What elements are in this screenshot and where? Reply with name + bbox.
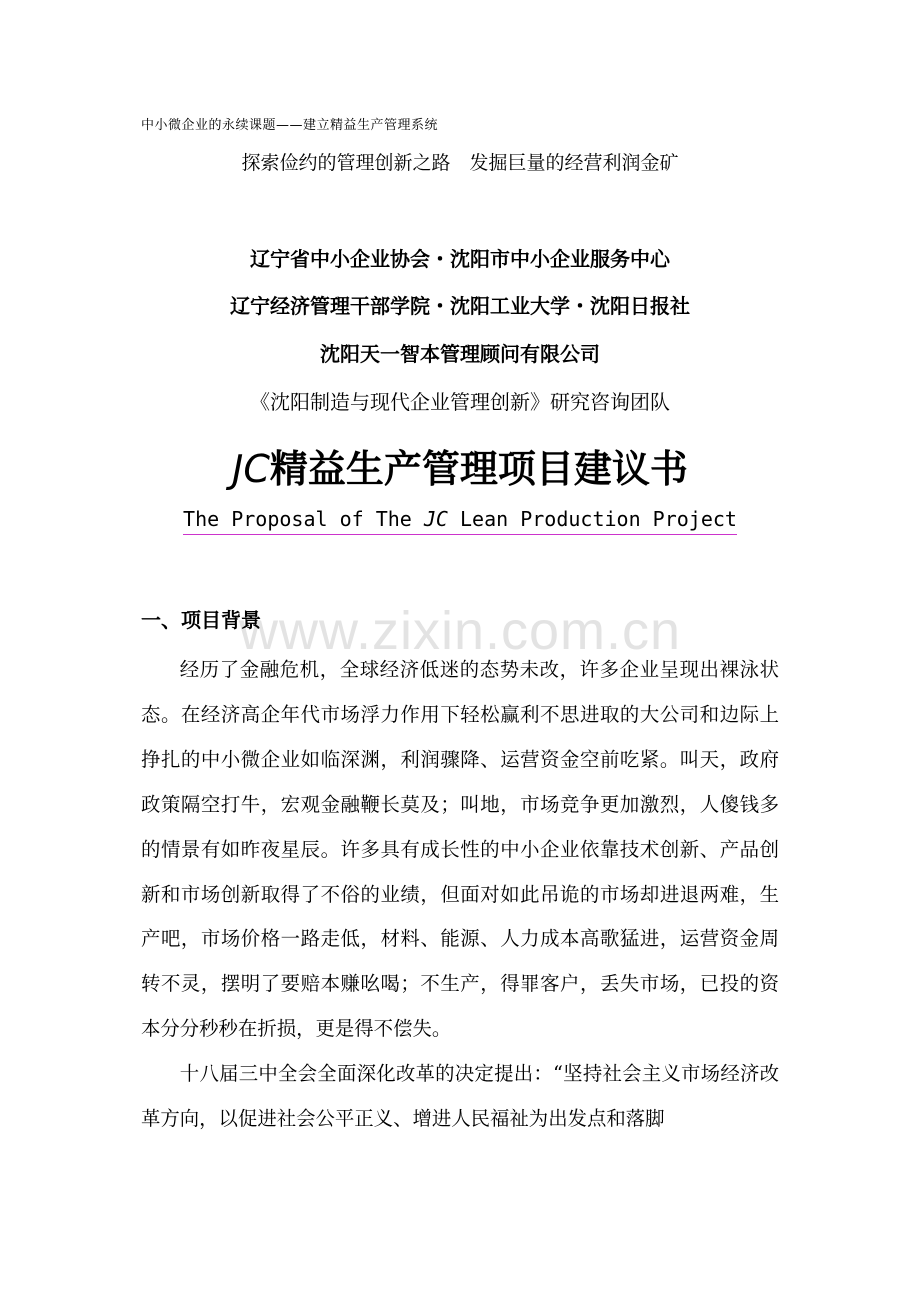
english-title-part-3: Lean Production Project — [447, 507, 737, 531]
body-text — [141, 648, 779, 1142]
watermark-text: www.zixin.com.cn — [238, 601, 682, 661]
main-title — [0, 438, 920, 493]
main-title-text: 精益生产管理项目建议书 — [269, 447, 688, 491]
document-header-line: 中小微企业的永续课题——建立精益生产管理系统 — [141, 118, 439, 133]
organization-line-4: 《沈阳制造与现代企业管理创新》研究咨询团队 — [250, 390, 670, 414]
english-title-part-2: JC — [423, 507, 448, 531]
section-heading: 一、项目背景 — [141, 608, 261, 632]
paragraph-1: 经历了金融危机，全球经济低迷的态势未改，许多企业呈现出裸泳状态。在经济高企年代市场浮力作用下轻松赢利不思进取的大公司和边际上挣扎的中小微企业如临深渊，利润骤降、运营资金空前吃紧。叫天，政府政策隔空打牛，宏观金融鞭长莫及；叫地，市场竞争更加激烈，人傻钱多的情景有如昨夜星辰。许多具有成长性的中小企业依靠技术创新、产品创新和市场创新取得了不俗的业绩，但面对如此吊诡的市场却进退两难，生产吧，市场价格一路走低，材料、能源、人力成本高歌猛进，运营资金周转不灵，摆明了要赔本赚吆喝；不生产，得罪客户，丢失市场，已投的资本分分秒秒在折损，更是得不偿失。 — [141, 658, 779, 1041]
main-title-prefix: JC — [232, 447, 270, 491]
english-title-underlined — [183, 507, 737, 535]
organization-line-2: 辽宁经济管理干部学院・沈阳工业大学・沈阳日报社 — [230, 294, 690, 318]
document-subtitle: 探索俭约的管理创新之路 发掘巨量的经营利润金矿 — [241, 152, 679, 174]
english-title-part-1: The Proposal of The — [183, 507, 424, 531]
organization-line-3: 沈阳天一智本管理顾问有限公司 — [320, 342, 600, 366]
organization-line-1: 辽宁省中小企业协会・沈阳市中小企业服务中心 — [250, 247, 670, 271]
english-title — [0, 507, 920, 535]
paragraph-2: 十八届三中全会全面深化改革的决定提出：“坚持社会主义市场经济改革方向，以促进社会公平正义、增进人民福祉为出发点和落脚 — [141, 1062, 779, 1131]
